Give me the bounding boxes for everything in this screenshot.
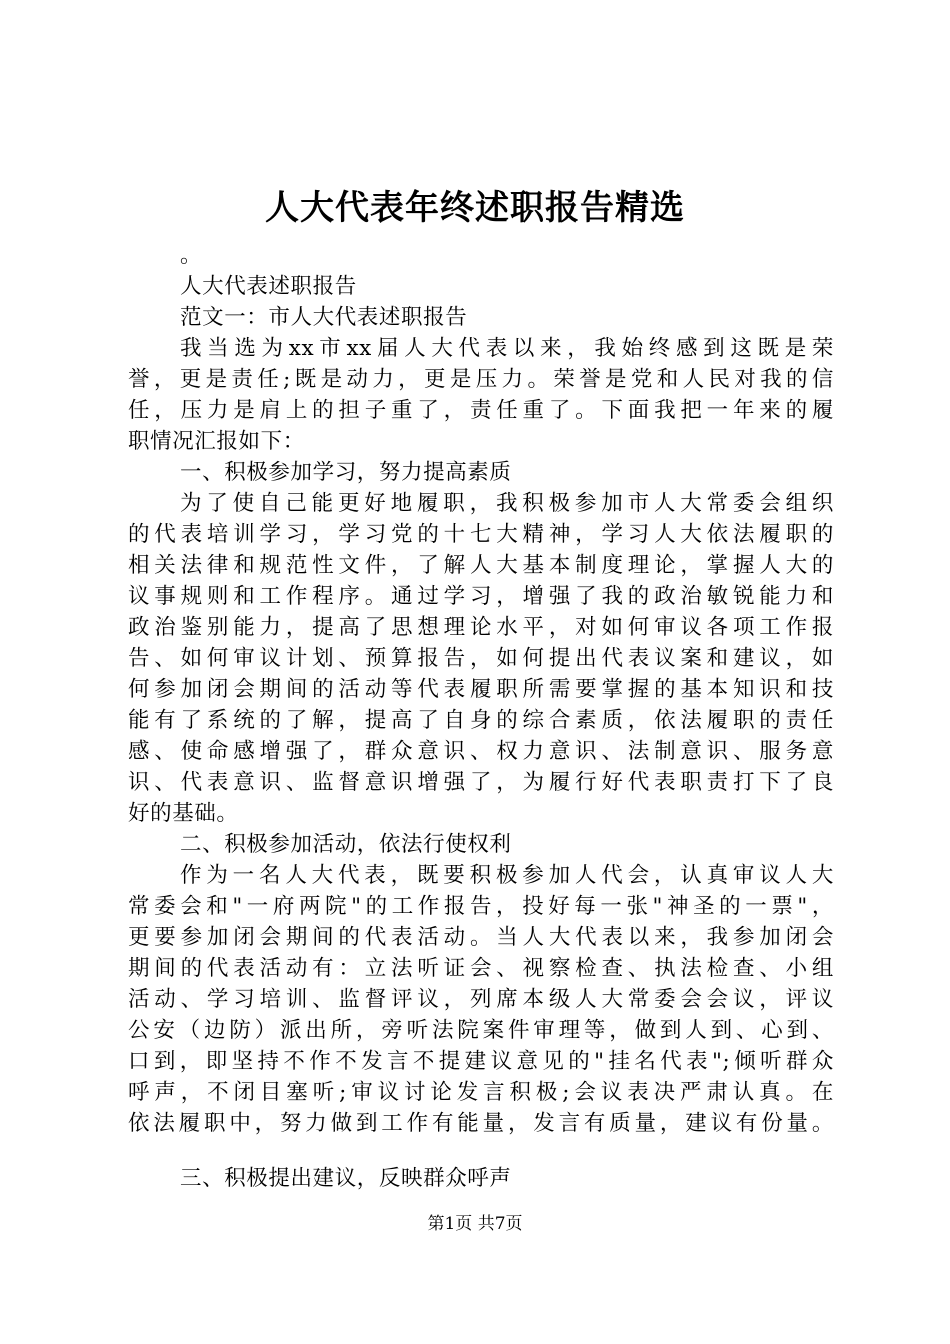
text-line: 呼声，不闭目塞听;审议讨论发言积极;会议表决严肃认真。在 [128, 1080, 834, 1105]
text-line: 更要参加闭会期间的代表活动。当人大代表以来，我参加闭会 [128, 925, 834, 950]
text-line: 的代表培训学习，学习党的十七大精神，学习人大依法履职的 [128, 522, 834, 547]
text-line: 作为一名人大代表，既要积极参加人代会，认真审议人大 [180, 863, 834, 888]
text-line: 依法履职中，努力做到工作有能量，发言有质量，建议有份量。 [128, 1111, 834, 1136]
text-line: 好的基础。 [128, 801, 239, 826]
text-line: 感、使命感增强了，群众意识、权力意识、法制意识、服务意 [128, 739, 834, 764]
text-line: 职情况汇报如下： [128, 429, 305, 454]
page-title: 人大代表年终述职报告精选 [265, 188, 685, 228]
text-line: 。 [180, 243, 203, 268]
text-line: 人大代表述职报告 [180, 274, 357, 299]
text-line: 范文一：市人大代表述职报告 [180, 305, 468, 330]
text-line: 政治鉴别能力，提高了思想理论水平，对如何审议各项工作报 [128, 615, 834, 640]
text-line: 任，压力是肩上的担子重了，责任重了。下面我把一年来的履 [128, 398, 834, 423]
text-line: 口到，即坚持不作不发言不提建议意见的"挂名代表";倾听群众 [128, 1049, 834, 1074]
text-line: 为了使自己能更好地履职，我积极参加市人大常委会组织 [180, 491, 834, 516]
text-line: 誉，更是责任;既是动力，更是压力。荣誉是党和人民对我的信 [128, 367, 834, 392]
paragraph-gap [128, 1139, 834, 1163]
document-body [128, 240, 834, 1194]
text-line: 常委会和"一府两院"的工作报告，投好每一张"神圣的一票"， [128, 894, 834, 919]
text-line: 活动、学习培训、监督评议，列席本级人大常委会会议，评议 [128, 987, 834, 1012]
page-footer: 第1页 共7页 [427, 1214, 523, 1234]
text-line: 能有了系统的了解，提高了自身的综合素质，依法履职的责任 [128, 708, 834, 733]
text-line: 公安（边防）派出所，旁听法院案件审理等，做到人到、心到、 [128, 1018, 834, 1043]
text-line: 识、代表意识、监督意识增强了，为履行好代表职责打下了良 [128, 770, 834, 795]
text-line: 一、积极参加学习，努力提高素质 [180, 460, 512, 485]
text-line: 相关法律和规范性文件，了解人大基本制度理论，掌握人大的 [128, 553, 834, 578]
text-line: 二、积极参加活动，依法行使权利 [180, 832, 512, 857]
text-line: 议事规则和工作程序。通过学习，增强了我的政治敏锐能力和 [128, 584, 834, 609]
text-line: 告、如何审议计划、预算报告，如何提出代表议案和建议，如 [128, 646, 834, 671]
text-line: 我当选为xx市xx届人大代表以来，我始终感到这既是荣 [180, 336, 834, 361]
text-line: 何参加闭会期间的活动等代表履职所需要掌握的基本知识和技 [128, 677, 834, 702]
text-line: 期间的代表活动有：立法听证会、视察检查、执法检查、小组 [128, 956, 834, 981]
text-line: 三、积极提出建议，反映群众呼声 [180, 1166, 512, 1191]
